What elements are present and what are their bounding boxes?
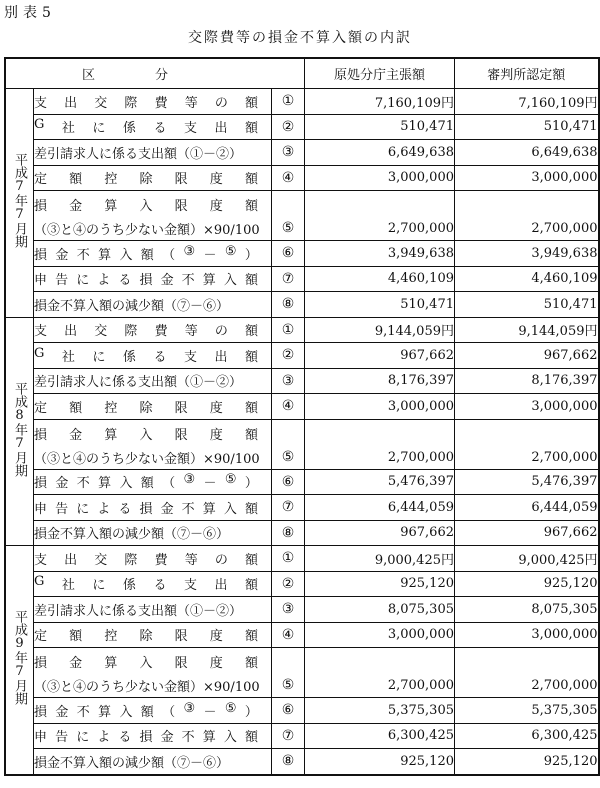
- authority-claim-value: 3,000,000: [305, 165, 455, 191]
- row-label: [34, 368, 272, 394]
- table-row: [5, 749, 599, 775]
- tribunal-finding-value: 967,662: [455, 520, 599, 546]
- row-label-text: 損 金 不 算 入 額 （ ③ － ⑤ ）: [34, 243, 258, 263]
- table-row: [5, 419, 599, 469]
- row-label-text: 支 出 交 際 費 等 の 額: [34, 552, 258, 568]
- row-label: [34, 698, 272, 724]
- authority-claim-value: 6,444,059: [305, 495, 455, 521]
- row-number: ④: [272, 622, 305, 648]
- row-number: ③: [272, 140, 305, 166]
- row-label-line2: （③と④のうち少ない金額）×90/100: [34, 680, 260, 695]
- table-row: [5, 165, 599, 191]
- row-label: [34, 571, 272, 597]
- authority-claim-value: 3,000,000: [305, 622, 455, 648]
- row-label: [34, 89, 272, 115]
- tribunal-finding-value: 7,160,109円: [455, 89, 599, 115]
- tribunal-finding-value: 925,120: [455, 571, 599, 597]
- row-label: [34, 165, 272, 191]
- authority-claim-value: 6,649,638: [305, 140, 455, 166]
- row-label-text: 定 額 控 除 限 度 額: [34, 172, 258, 188]
- row-label-text: 申 告 に よ る 損 金 不 算 入 額: [34, 730, 258, 746]
- row-label: [34, 266, 272, 292]
- table-row: [5, 648, 599, 698]
- authority-claim-value: 3,000,000: [305, 394, 455, 420]
- row-label: [34, 723, 272, 749]
- row-label: [34, 749, 272, 775]
- document-label: 別表5: [4, 5, 56, 21]
- row-label: [34, 114, 272, 140]
- row-number: ③: [272, 597, 305, 623]
- row-number: ⑥: [272, 469, 305, 495]
- authority-claim-value: 8,176,397: [305, 368, 455, 394]
- authority-claim-value: 510,471: [305, 114, 455, 140]
- tribunal-finding-value: 3,000,000: [455, 165, 599, 191]
- row-number: ③: [272, 368, 305, 394]
- table-row: [5, 343, 599, 369]
- tribunal-finding-value: 6,300,425: [455, 723, 599, 749]
- tribunal-finding-value: 9,000,425円: [455, 546, 599, 572]
- row-number: ②: [272, 343, 305, 369]
- tribunal-finding-value: 8,075,305: [455, 597, 599, 623]
- row-label-text: 支 出 交 際 費 等 の 額: [34, 324, 258, 340]
- table-row: [5, 140, 599, 166]
- row-label: [34, 317, 272, 343]
- period-text: 平成8年7月期: [12, 381, 27, 477]
- row-label: [34, 469, 272, 495]
- table-row: [5, 622, 599, 648]
- tribunal-finding-value: 3,949,638: [455, 241, 599, 267]
- table-row: [5, 571, 599, 597]
- authority-claim-value: 6,300,425: [305, 723, 455, 749]
- row-number: ①: [272, 89, 305, 115]
- row-label-line2: （③と④のうち少ない金額）×90/100: [34, 223, 260, 238]
- authority-claim-value: 510,471: [305, 292, 455, 318]
- row-label: [34, 622, 272, 648]
- table-row: [5, 89, 599, 115]
- row-label-line1: 損 金 算 入 限 度 額: [34, 427, 258, 443]
- table-row: [5, 114, 599, 140]
- row-number: ⑧: [272, 292, 305, 318]
- row-label-text: 損金不算入額の減少額（⑦－⑥）: [34, 755, 230, 771]
- authority-claim-value: 925,120: [305, 749, 455, 775]
- authority-claim-value: 5,476,397: [305, 469, 455, 495]
- entertainment-expense-table: [4, 57, 600, 776]
- row-number: ⑤: [272, 648, 305, 698]
- table-row: [5, 469, 599, 495]
- row-number: ⑦: [272, 266, 305, 292]
- row-label-text: 損金不算入額の減少額（⑦－⑥）: [34, 298, 230, 314]
- table-row: [5, 546, 599, 572]
- table-row: [5, 698, 599, 724]
- row-label: [34, 241, 272, 267]
- authority-claim-value: 9,144,059円: [305, 317, 455, 343]
- row-label-text: G 社 に 係 る 支 出 額: [34, 345, 258, 365]
- row-label: [34, 520, 272, 546]
- authority-claim-value: 3,949,638: [305, 241, 455, 267]
- row-number: ⑤: [272, 419, 305, 469]
- row-number: ⑧: [272, 520, 305, 546]
- authority-claim-value: 925,120: [305, 571, 455, 597]
- table-row: [5, 241, 599, 267]
- row-number: ①: [272, 546, 305, 572]
- row-label: [34, 419, 272, 469]
- table-body: [5, 89, 599, 775]
- tribunal-finding-value: 6,444,059: [455, 495, 599, 521]
- table-row: [5, 317, 599, 343]
- table-row: [5, 394, 599, 420]
- row-number: ④: [272, 394, 305, 420]
- row-number: ⑤: [272, 191, 305, 241]
- authority-claim-value: 8,075,305: [305, 597, 455, 623]
- row-label-text: 損 金 不 算 入 額 （ ③ － ⑤ ）: [34, 700, 258, 720]
- row-number: ②: [272, 114, 305, 140]
- row-label: [34, 546, 272, 572]
- header-tribunal-finding: 審判所認定額: [455, 58, 599, 89]
- tribunal-finding-value: 9,144,059円: [455, 317, 599, 343]
- authority-claim-value: 4,460,109: [305, 266, 455, 292]
- row-label-text: G 社 に 係 る 支 出 額: [34, 574, 258, 594]
- authority-claim-value: 2,700,000: [305, 648, 455, 698]
- row-label-line1: 損 金 算 入 限 度 額: [34, 656, 258, 671]
- document-title: 交際費等の損金不算入額の内訳: [188, 30, 412, 46]
- row-number: ⑥: [272, 241, 305, 267]
- row-label: [34, 140, 272, 166]
- table-row: [5, 292, 599, 318]
- row-label-text: 差引請求人に係る支出額（①－②）: [34, 146, 243, 162]
- row-label-text: 差引請求人に係る支出額（①－②）: [34, 603, 243, 619]
- row-number: ⑧: [272, 749, 305, 775]
- authority-claim-value: 7,160,109円: [305, 89, 455, 115]
- table-row: [5, 368, 599, 394]
- header-category: 区分: [5, 58, 305, 89]
- tribunal-finding-value: 3,000,000: [455, 394, 599, 420]
- row-number: ⑦: [272, 495, 305, 521]
- period-text: 平成9年7月期: [12, 610, 27, 706]
- authority-claim-value: 2,700,000: [305, 419, 455, 469]
- authority-claim-value: 5,375,305: [305, 698, 455, 724]
- period-text: 平成7年7月期: [12, 153, 27, 249]
- row-label-text: 損 金 不 算 入 額 （ ③ － ⑤ ）: [34, 472, 258, 492]
- row-label-line2: （③と④のうち少ない金額）×90/100: [34, 451, 260, 467]
- row-number: ①: [272, 317, 305, 343]
- row-label: [34, 191, 272, 241]
- row-label: [34, 394, 272, 420]
- period-label: [5, 317, 34, 546]
- row-number: ②: [272, 571, 305, 597]
- row-label-line1: 損 金 算 入 限 度 額: [34, 199, 258, 214]
- tribunal-finding-value: 4,460,109: [455, 266, 599, 292]
- period-label: [5, 546, 34, 775]
- table-row: [5, 266, 599, 292]
- row-number: ⑥: [272, 698, 305, 724]
- table-header-row: [5, 58, 599, 89]
- header-authority-claim: 原処分庁主張額: [305, 58, 455, 89]
- tribunal-finding-value: 2,700,000: [455, 648, 599, 698]
- table-row: [5, 495, 599, 521]
- row-label: [34, 597, 272, 623]
- row-number: ⑦: [272, 723, 305, 749]
- period-label: [5, 89, 34, 318]
- tribunal-finding-value: 510,471: [455, 292, 599, 318]
- tribunal-finding-value: 967,662: [455, 343, 599, 369]
- row-label-text: 申 告 に よ る 損 金 不 算 入 額: [34, 273, 258, 289]
- tribunal-finding-value: 8,176,397: [455, 368, 599, 394]
- tribunal-finding-value: 2,700,000: [455, 191, 599, 241]
- table-row: [5, 723, 599, 749]
- row-label-text: 申 告 に よ る 損 金 不 算 入 額: [34, 501, 258, 517]
- row-number: ④: [272, 165, 305, 191]
- table-row: [5, 597, 599, 623]
- row-label: [34, 343, 272, 369]
- row-label-text: G 社 に 係 る 支 出 額: [34, 117, 258, 137]
- authority-claim-value: 967,662: [305, 343, 455, 369]
- row-label: [34, 648, 272, 698]
- tribunal-finding-value: 5,476,397: [455, 469, 599, 495]
- table-row: [5, 520, 599, 546]
- row-label-text: 支 出 交 際 費 等 の 額: [34, 95, 258, 111]
- authority-claim-value: 967,662: [305, 520, 455, 546]
- row-label-text: 定 額 控 除 限 度 額: [34, 400, 258, 416]
- tribunal-finding-value: 925,120: [455, 749, 599, 775]
- authority-claim-value: 2,700,000: [305, 191, 455, 241]
- row-label-text: 差引請求人に係る支出額（①－②）: [34, 375, 243, 391]
- tribunal-finding-value: 510,471: [455, 114, 599, 140]
- tribunal-finding-value: 5,375,305: [455, 698, 599, 724]
- tribunal-finding-value: 3,000,000: [455, 622, 599, 648]
- table-row: [5, 191, 599, 241]
- authority-claim-value: 9,000,425円: [305, 546, 455, 572]
- row-label-text: 定 額 控 除 限 度 額: [34, 629, 258, 645]
- row-label-text: 損金不算入額の減少額（⑦－⑥）: [34, 527, 230, 543]
- tribunal-finding-value: 6,649,638: [455, 140, 599, 166]
- tribunal-finding-value: 2,700,000: [455, 419, 599, 469]
- row-label: [34, 292, 272, 318]
- row-label: [34, 495, 272, 521]
